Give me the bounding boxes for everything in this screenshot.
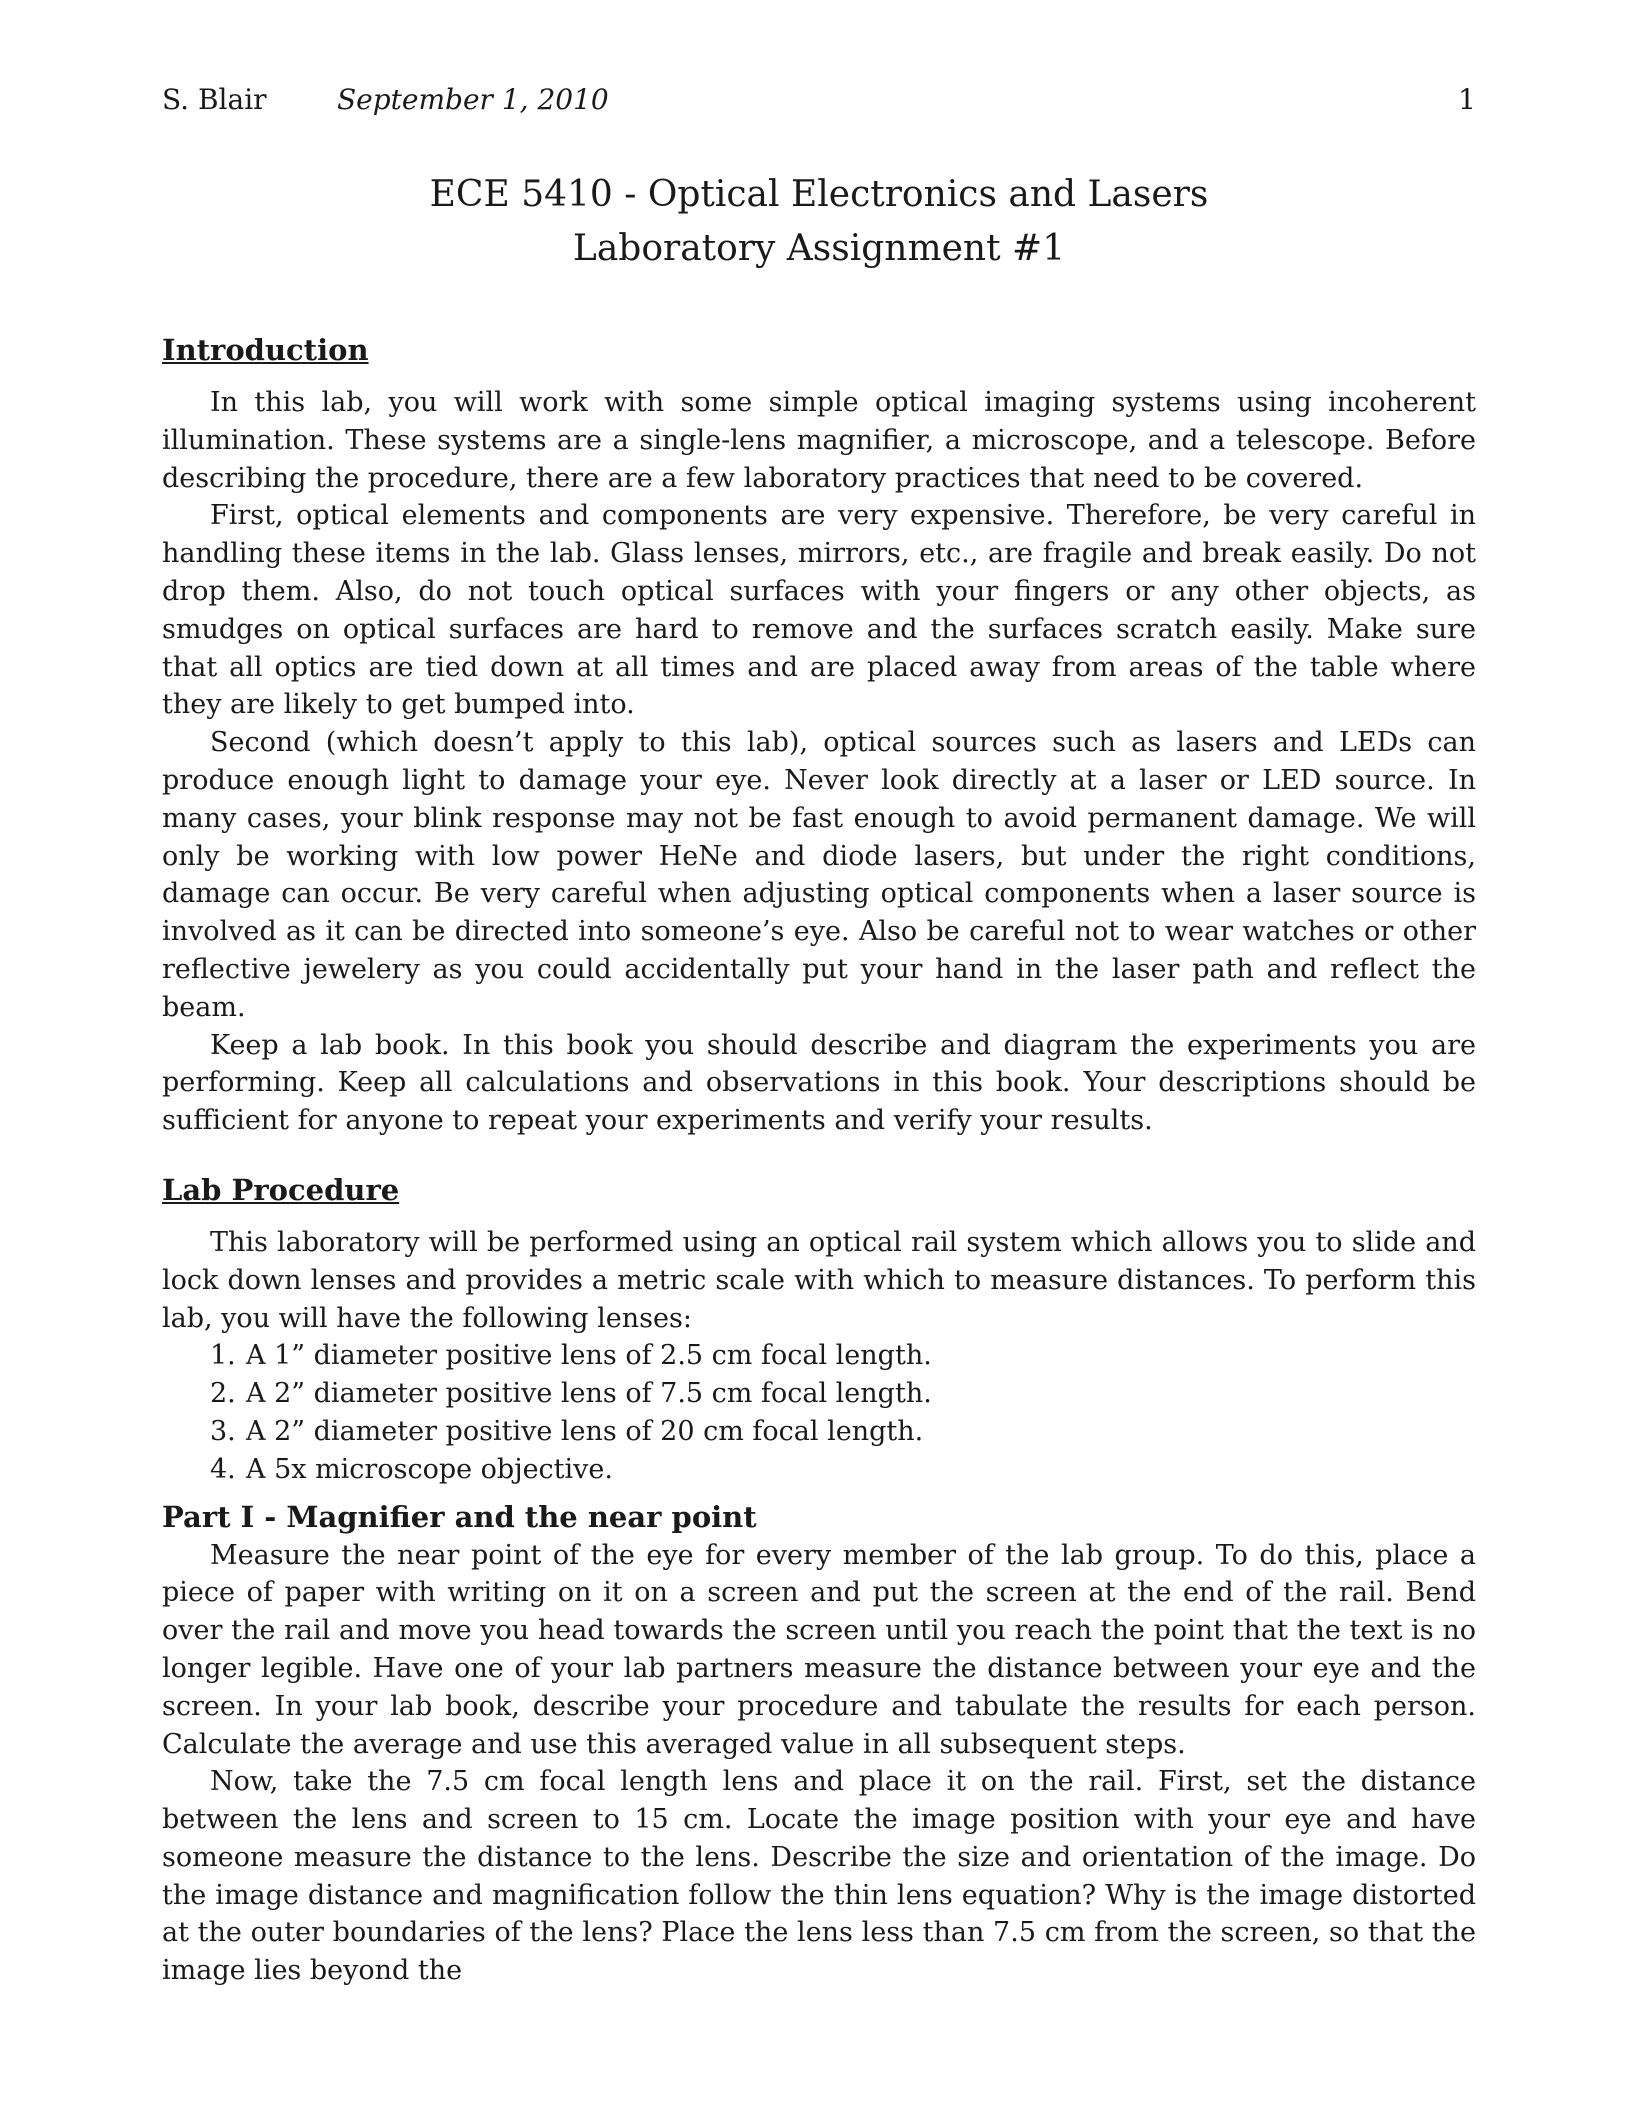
list-item [210, 1451, 1476, 1489]
introduction-heading: Introduction [162, 333, 369, 367]
list-item-number: 3. [210, 1415, 236, 1447]
intro-paragraph-3: Second (which doesn’t apply to this lab), optical sources such as lasers and LEDs can produce enough light to damage your eye. Never look directly at a laser or LED source. In many cases, your blink response may not be fast enough to avoid permanent damage. We will only be working with low power HeNe and diode lasers, but under the right conditions, damage can occur. Be very careful when adjusting optical components when a laser source is involved as it can be directed into someone’s eye. Also be careful not to wear watches or other reflective jewelery as you could accidentally put your hand in the laser path and reflect the beam. [162, 727, 1476, 1023]
section-spacer [162, 1140, 1476, 1170]
intro-paragraph-1: In this lab, you will work with some simple optical imaging systems using incoherent illumination. These systems are a single-lens magnifier, a microscope, and a telescope. Before describing the procedure, there are a few laboratory practices that need to be covered. [162, 387, 1476, 494]
intro-paragraph-4: Keep a lab book. In this book you should describe and diagram the experiments you are performing. Keep all calculations and observations in this book. Your descriptions should be sufficient for anyone to repeat your experiments and verify your results. [162, 1029, 1476, 1137]
page-number: 1 [1458, 83, 1476, 116]
list-item [210, 1337, 1476, 1375]
part-1-paragraph-1: Measure the near point of the eye for every member of the lab group. To do this, place a piece of paper with writing on it on a screen and put the screen at the end of the rail. Bend over the rail and move you head towards the screen until you reach the point that the text is no longer legible. Have one of your lab partners measure the distance between your eye and the screen. In your lab book, describe your procedure and tabulate the results for each person. Calculate the average and use this averaged value in all subsequent steps. [162, 1539, 1476, 1760]
list-item-number: 2. [210, 1378, 236, 1410]
document-body [162, 330, 1476, 1990]
list-item-text: A 2” diameter positive lens of 7.5 cm focal length. [246, 1378, 932, 1410]
part-1-heading: Part I - Magnifier and the near point [162, 1499, 757, 1534]
list-item-text: A 2” diameter positive lens of 20 cm focal length. [246, 1415, 924, 1447]
author-name: S. Blair [162, 83, 267, 116]
list-item-text: A 1” diameter positive lens of 2.5 cm focal length. [246, 1340, 932, 1372]
assignment-title: Laboratory Assignment #1 [572, 228, 1066, 269]
intro-paragraph-2: First, optical elements and components are very expensive. Therefore, be very careful in handling these items in the lab. Glass lenses, mirrors, etc., are fragile and break easily. Do not drop them. Also, do not touch optical surfaces with your fingers or any other objects, as smudges on optical surfaces are hard to remove and the surfaces scratch easily. Make sure that all optics are tied down at all times and are placed away from areas of the table where they are likely to get bumped into. [162, 500, 1476, 721]
lab-procedure-intro: This laboratory will be performed using an optical rail system which allows you to slide and lock down lenses and provides a metric scale with which to measure distances. To perform this lab, you will have the following lenses: [162, 1226, 1476, 1334]
running-header [162, 80, 1476, 120]
document-date: September 1, 2010 [337, 83, 609, 116]
lab-procedure-heading: Lab Procedure [162, 1172, 400, 1207]
list-item [210, 1413, 1476, 1451]
list-item [210, 1375, 1476, 1413]
part-1-paragraph-2: Now, take the 7.5 cm focal length lens and place it on the rail. First, set the distance between the lens and screen to 15 cm. Locate the image position with your eye and have someone measure the distance to the lens. Describe the size and orientation of the image. Do the image distance and magnification follow the thin lens equation? Why is the image distorted at the outer boundaries of the lens? Place the lens less than 7.5 cm from the screen, so that the image lies beyond the [162, 1766, 1476, 1987]
lens-list [162, 1337, 1476, 1488]
list-item-text: A 5x microscope objective. [246, 1453, 613, 1485]
title-block [162, 168, 1476, 276]
list-item-number: 4. [210, 1453, 236, 1485]
list-item-number: 1. [210, 1340, 236, 1372]
course-title: ECE 5410 - Optical Electronics and Lasers [429, 174, 1209, 215]
